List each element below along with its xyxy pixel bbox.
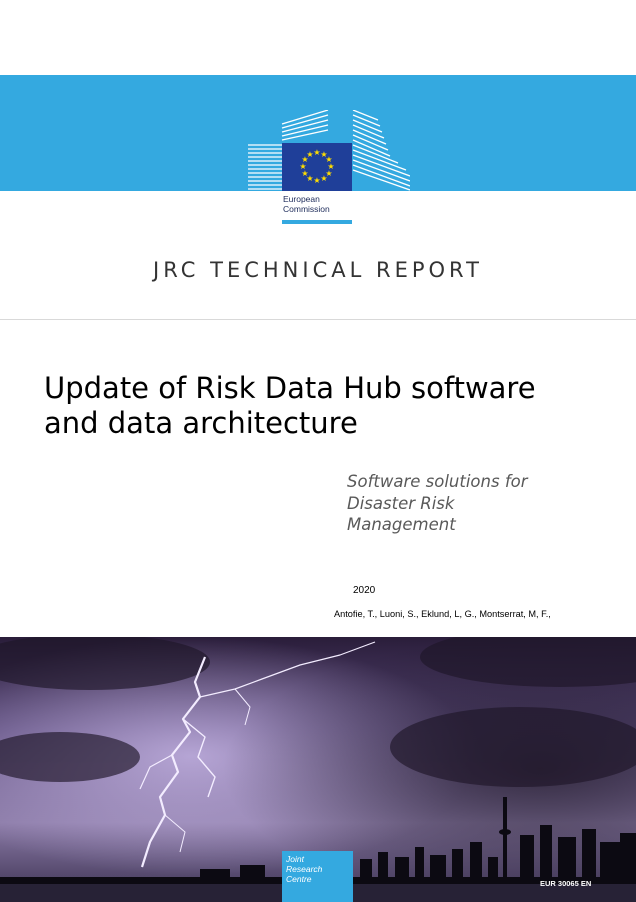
subtitle-line3: Management	[347, 515, 456, 534]
subtitle-line1: Software solutions for	[347, 472, 528, 491]
svg-text:★: ★	[306, 174, 314, 183]
organization-name	[283, 194, 330, 214]
title-line1: Update of Risk Data Hub software	[44, 371, 536, 405]
svg-text:★: ★	[320, 174, 328, 183]
document-subtitle	[347, 471, 577, 536]
organization-name-line2: Commission	[283, 204, 330, 214]
document-title	[44, 371, 604, 441]
svg-text:★: ★	[325, 169, 333, 178]
publication-year: 2020	[353, 585, 376, 596]
report-number: EUR 30065 EN	[540, 879, 592, 888]
jrc-line2: Research	[286, 864, 323, 874]
author-list: Antofie, T., Luoni, S., Eklund, L, G., Montserrat, M, F.,	[334, 609, 551, 619]
jrc-line1: Joint	[286, 854, 304, 864]
title-line2: and data architecture	[44, 406, 358, 440]
svg-text:★: ★	[313, 176, 321, 185]
svg-text:★: ★	[313, 148, 321, 157]
header-divider	[0, 319, 636, 320]
jrc-logo-text	[286, 854, 322, 884]
svg-text:★: ★	[327, 162, 335, 171]
svg-text:★: ★	[301, 169, 309, 178]
subtitle-line2: Disaster Risk	[347, 493, 455, 513]
organization-name-line1: European	[283, 194, 320, 204]
svg-text:★: ★	[320, 150, 328, 159]
svg-text:★: ★	[301, 155, 309, 164]
jrc-line3: Centre	[286, 874, 312, 884]
report-type: JRC TECHNICAL REPORT	[153, 258, 483, 282]
svg-text:★: ★	[306, 150, 314, 159]
svg-text:★: ★	[299, 162, 307, 171]
logo-underline	[282, 220, 352, 224]
svg-text:★: ★	[325, 155, 333, 164]
